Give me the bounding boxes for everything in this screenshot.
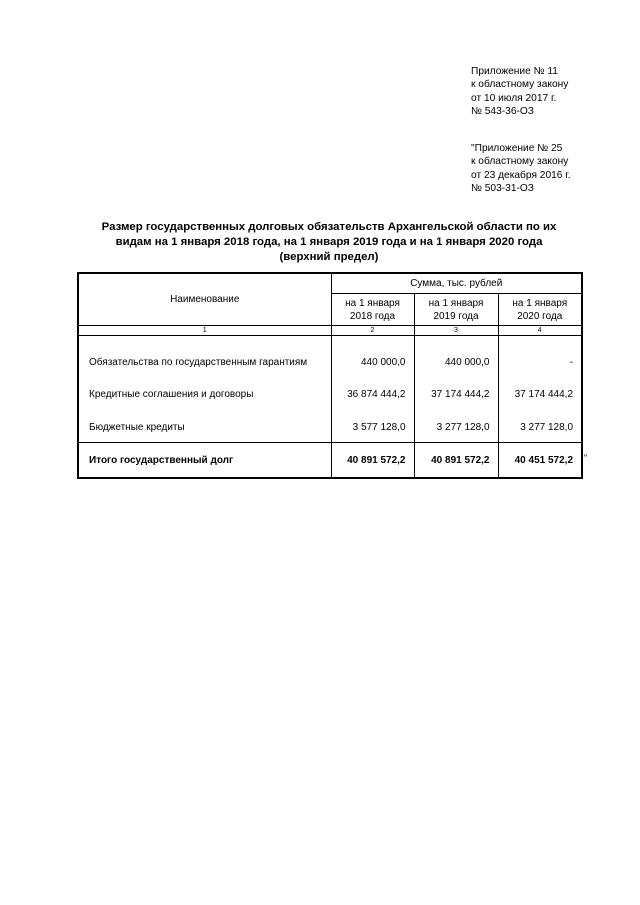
value-cell: 3 277 128,0	[520, 422, 574, 433]
title-line: (верхний предел)	[279, 251, 379, 264]
debt-table	[77, 272, 583, 479]
date-header-2018	[331, 294, 414, 326]
appendix-line: "Приложение № 25	[471, 143, 563, 154]
value-cell: 440 000,0	[361, 357, 406, 368]
values-2019-cell	[414, 336, 498, 443]
column-number: 1	[78, 326, 331, 336]
column-number: 3	[414, 326, 498, 336]
date-header-2020	[498, 294, 582, 326]
appendix-line: № 503-31-ОЗ	[471, 182, 534, 194]
value-cell: 440 000,0	[445, 357, 490, 368]
date-header-line: 2020 года	[517, 310, 563, 322]
appendix-line: от 23 декабря 2016 г.	[471, 169, 571, 181]
appendix-line: от 10 июля 2017 г.	[471, 92, 557, 104]
date-header-line: 2019 года	[433, 310, 479, 322]
appendix-line: к областному закону	[471, 79, 569, 91]
value-cell: 3 577 128,0	[352, 422, 406, 433]
value-cell: -	[569, 357, 574, 368]
row-name-guarantees: Обязательства по государственным гарантиям	[89, 357, 308, 368]
date-header-line: 2018 года	[349, 310, 396, 322]
row-name-credit-agreements: Кредитные соглашения и договоры	[89, 389, 254, 400]
values-2018-cell	[331, 336, 414, 443]
title-line: Размер государственных долговых обязательств Архангельской области по их	[101, 221, 557, 233]
total-label: Итого государственный долг	[78, 443, 331, 479]
date-header-2019	[414, 294, 498, 326]
document-title	[78, 220, 580, 266]
appendix-line: Приложение № 11	[471, 66, 558, 77]
date-header-line: на 1 января	[512, 297, 568, 309]
sum-header: Сумма, тыс. рублей	[331, 273, 582, 294]
closing-quote: "	[584, 453, 588, 463]
row-name-budget-credits: Бюджетные кредиты	[89, 422, 185, 433]
date-header-line: на 1 января	[345, 297, 400, 309]
column-number: 2	[331, 326, 414, 336]
total-value: 40 891 572,2	[414, 443, 498, 479]
value-cell: 37 174 444,2	[431, 389, 490, 400]
total-value: 40 451 572,2	[498, 443, 582, 479]
appendix-line: к областному закону	[471, 156, 569, 168]
value-cell: 3 277 128,0	[436, 422, 490, 433]
name-column-header: Наименование	[78, 273, 331, 326]
total-value: 40 891 572,2	[331, 443, 414, 479]
column-number: 4	[498, 326, 582, 336]
total-row	[78, 443, 582, 479]
row-names-cell	[78, 336, 331, 443]
appendix-current-block	[471, 65, 568, 118]
appendix-line: № 543-36-ОЗ	[471, 105, 534, 117]
appendix-amended-block	[471, 142, 571, 195]
date-header-line: на 1 января	[428, 297, 484, 309]
value-cell: 36 874 444,2	[347, 389, 406, 400]
value-cell: 37 174 444,2	[514, 389, 574, 400]
title-line: видам на 1 января 2018 года, на 1 января 2019 года и на 1 января 2020 года	[115, 236, 543, 249]
values-2020-cell	[498, 336, 582, 443]
